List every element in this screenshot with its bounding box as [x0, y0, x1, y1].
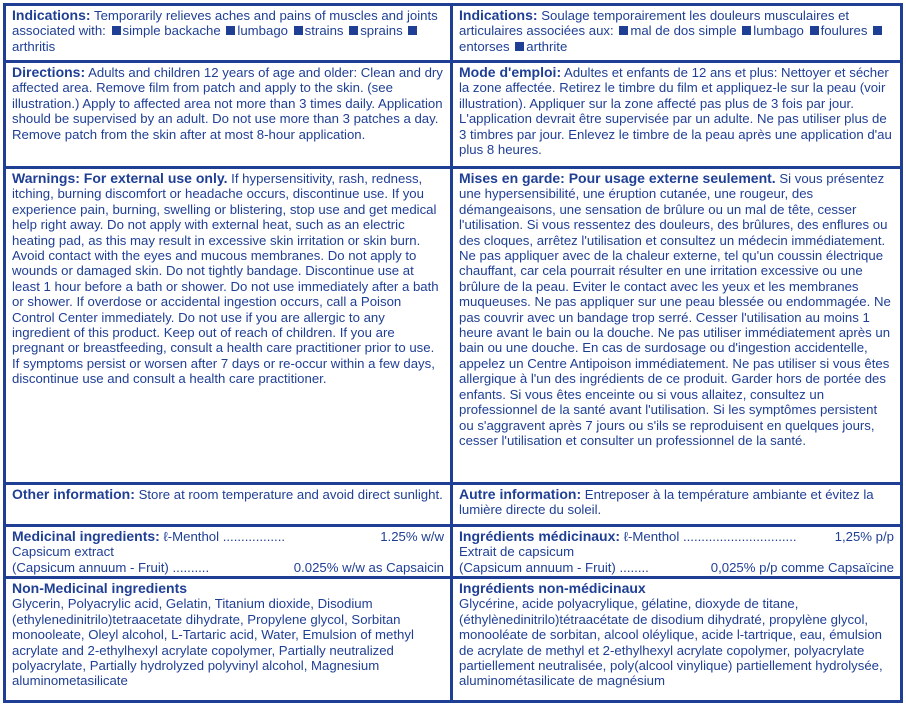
warnings-en [6, 169, 453, 485]
indications-en [6, 6, 453, 63]
indications-en-item: sprains [360, 23, 403, 39]
warnings-fr-heading: Mises en garde: Pour usage externe seulement. [459, 170, 776, 186]
bullet-square-icon [810, 26, 819, 35]
medicinal-fr-item2-dots: ........ [619, 559, 649, 575]
indications-en-item: simple backache [122, 23, 221, 39]
medicinal-fr-item1-name: ℓ-Menthol [623, 529, 680, 544]
indications-fr-item: mal de dos simple [630, 23, 737, 39]
bullet-square-icon [112, 26, 121, 35]
bullet-square-icon [873, 26, 882, 35]
medicinal-fr [453, 527, 900, 579]
bullet-square-icon [349, 26, 358, 35]
other-info-fr-text: Entreposer à la température ambiante et évitez la lumière directe du soleil. [459, 487, 874, 518]
directions-fr-heading: Mode d'emploi: [459, 64, 562, 80]
medicinal-en-item1-name: ℓ-Menthol [163, 529, 220, 544]
medicinal-en-item2-line1: Capsicum extract [12, 544, 114, 560]
indications-en-heading: Indications: [12, 7, 91, 23]
bullet-square-icon [226, 26, 235, 35]
medicinal-en-item2-line2: (Capsicum annuum - Fruit) [12, 559, 169, 575]
medicinal-fr-item2-line2: (Capsicum annuum - Fruit) [459, 559, 616, 575]
other-info-en-text: Store at room temperature and avoid direct sunlight. [138, 487, 443, 502]
indications-fr-item: foulures [820, 23, 868, 39]
medicinal-fr-item1-amount: 1,25% p/p [834, 529, 894, 544]
directions-fr [453, 63, 900, 169]
bullet-square-icon [742, 26, 751, 35]
directions-en-text: Adults and children 12 years of age and older: Clean and dry affected area. Remove film from patch and apply to the skin. (see illustration.) Apply to affected area not more than 3 times daily. Application should be supervised by an adult. Do not use more than 3 patches a day. Remove patch from the skin after at most 8-hour application. [12, 65, 443, 142]
other-info-fr [453, 485, 900, 527]
medicinal-en-row3 [12, 560, 444, 575]
directions-fr-text: Adultes et enfants de 12 ans et plus: Nettoyer et sécher la zone affectée. Retirez le timbre du film et appliquez-le sur la peau (voir illustration). Appliquer sur la zone affecté pas plus de 3 fois par jour. L'application devrait être supervisée par un adulte. Ne pas utiliser plus de 3 timbres par jour. Enlevez le timbre de la peau après une application d'au plus 8 heures. [459, 65, 892, 158]
directions-en-heading: Directions: [12, 64, 86, 80]
medicinal-en-item2-amount: 0.025% w/w as Capsaicin [293, 559, 444, 575]
drug-facts-label [3, 3, 903, 703]
indications-fr-text: Soulage temporairement les douleurs musculaires et articulaires associées aux: [459, 8, 850, 39]
indications-en-item: lumbago [237, 23, 288, 39]
bullet-square-icon [294, 26, 303, 35]
nonmedicinal-fr-text: Glycérine, acide polyacrylique, gélatine, dioxyde de titane, (éthylènedinitrilo)tétraacétate de disodium dihydraté, propylène glycol, monooléate de sorbitan, alcool oléylique, acide l-tartrique, eau, émulsion de acrylate de methyl et 2-ethylhexyl acrylate copolymer, polyacrylate partiellement neutralisée, poly(alcool vinylique) partiellement hydrolysée, aluminométasilicate de magnésium [459, 596, 883, 689]
nonmedicinal-fr [453, 579, 900, 700]
warnings-fr [453, 169, 900, 485]
warnings-en-text: If hypersensitivity, rash, redness, itching, burning discomfort or headache occurs, discontinue use. If you experience pain, burning, swelling or blistering, stop use and get medical help right away. Do not apply with external heat, such as an electric heating pad, as this may result in excessive skin irritation or skin burn. Avoid contact with the eyes and mucous membranes. Do not apply to wounds or damaged skin. Do not tightly bandage. Discontinue use at least 1 hour before a bath or shower. Do not use immediately after a bath or shower. If overdose or accidental ingestion occurs, call a Poison Control Center immediately. Do not use if you are allergic to any ingredient of this product. Keep out of reach of children. If you are pregnant or breastfeeding, consult a health care practitioner prior to use. If symptoms persist or worsen after 7 days or re-occur within a few days, discontinue use and consult a health care practitioner. [12, 171, 439, 387]
bullet-square-icon [515, 42, 524, 51]
other-info-en-heading: Other information: [12, 486, 135, 502]
medicinal-en-item1-dots: ................. [222, 529, 286, 544]
medicinal-fr-heading: Ingrédients médicinaux: [459, 528, 621, 544]
other-info-en [6, 485, 453, 527]
medicinal-fr-item2-amount: 0,025% p/p comme Capsaïcine [710, 559, 894, 575]
indications-en-item: strains [304, 23, 344, 39]
bullet-square-icon [408, 26, 417, 35]
indications-fr-item: lumbago [753, 23, 804, 39]
indications-fr-item: entorses [459, 38, 510, 54]
indications-fr-item: arthrite [526, 38, 568, 54]
medicinal-en [6, 527, 453, 579]
medicinal-fr-item2-line1: Extrait de capsicum [459, 544, 575, 560]
nonmedicinal-en-heading: Non-Medicinal ingredients [12, 580, 188, 596]
medicinal-fr-row1 [459, 529, 894, 544]
warnings-fr-text: Si vous présentez une hypersensibilité, une éruption cutanée, une rougeur, des démangeaisons, une sensation de brûlure ou un mal de tête, cesser l'utilisation. Si vous ressentez des douleurs, des brûlures, des enflures ou des cloques, arrêtez l'utilisation et consultez un médecin immédiatement. Ne pas appliquer avec de la chaleur externe, tel qu'un coussin électrique chauffant, car cela pourrait résulter en une irritation excessive ou une brûlure de la peau. Eviter le contact avec les yeux et les membranes muqueuses. Ne pas appliquer sur une peau blessée ou endommagée. Ne pas couvrir avec un bandage trop serré. Cesser l'utilisation au moins 1 heure avant le bain ou la douche. Ne pas utiliser immédiatement après un bain ou une douche. En cas de surdosage ou d'ingestion accidentelle, appelez un Centre Antipoison immédiatement. Ne pas utiliser si vous êtes allergique à l'un des ingrédients de ce produit. Garder hors de portée des enfants. Si vous êtes enceinte ou si vous allaitez, consultez un professionnel de la santé avant l'utilisation. Si les symptômes persistent ou s'aggravent après 7 jours ou s'ils se reproduisent en quelques jours, cesser l'utilisation et consulter un professionnel de la santé. [459, 171, 891, 448]
indications-en-text: Temporarily relieves aches and pains of muscles and joints associated with: [12, 8, 438, 39]
indications-fr [453, 6, 900, 63]
nonmedicinal-en [6, 579, 453, 700]
medicinal-en-item2-dots: .......... [172, 559, 210, 575]
nonmedicinal-fr-heading: Ingrédients non-médicinaux [459, 580, 646, 596]
medicinal-en-item1-amount: 1.25% w/w [380, 529, 444, 544]
indications-en-item: arthritis [12, 38, 56, 54]
directions-en [6, 63, 453, 169]
medicinal-en-heading: Medicinal ingredients: [12, 528, 160, 544]
nonmedicinal-en-text: Glycerin, Polyacrylic acid, Gelatin, Titanium dioxide, Disodium (ethylenedinitrilo)tetraacetate dihydrate, Propylene glycol, Sorbitan monooleate, Oleyl alcohol, L-Tartaric acid, Water, Emulsion of methyl acrylate and 2-ethylhexyl acrylate copolymer, Partially neutralized polyacrylate, Partially hydrolyzed polyvinyl alcohol, Magnesium aluminometasilicate [12, 596, 414, 689]
medicinal-en-row1 [12, 529, 444, 544]
warnings-en-heading: Warnings: For external use only. [12, 170, 228, 186]
bullet-square-icon [619, 26, 628, 35]
medicinal-fr-row3 [459, 560, 894, 575]
other-info-fr-heading: Autre information: [459, 486, 582, 502]
indications-fr-heading: Indications: [459, 7, 538, 23]
medicinal-fr-item1-dots: ............................... [682, 529, 797, 544]
